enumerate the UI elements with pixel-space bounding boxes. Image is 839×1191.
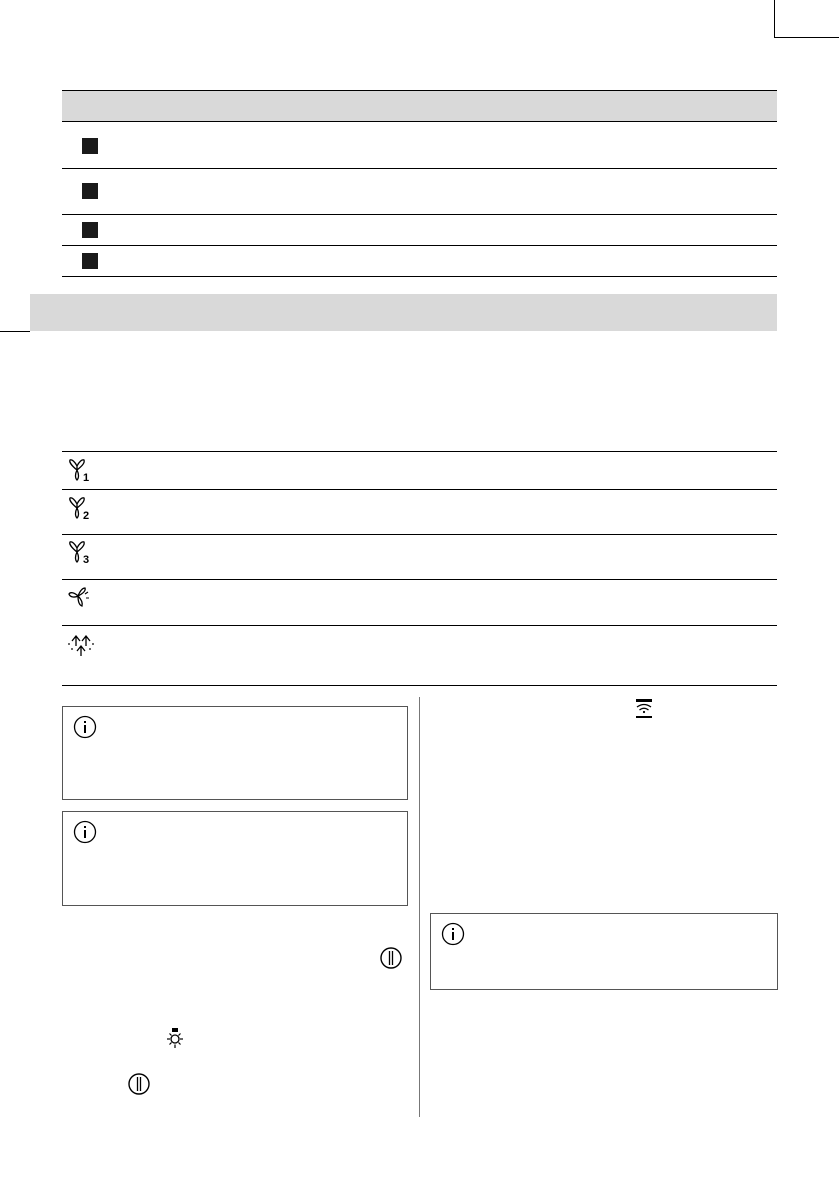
hob-to-hood-icon [632,697,656,721]
boost-icon [66,631,96,657]
black-square-icon [82,222,98,238]
table-row [62,169,777,215]
crop-mark-horizontal [774,37,839,38]
light-icon [162,1026,188,1052]
key-table [62,90,777,277]
svg-text:1: 1 [83,472,90,483]
table-row [62,215,777,246]
info-note [62,706,408,800]
column-divider [419,697,420,1117]
black-square-icon [82,138,98,154]
fan-breeze-icon [66,584,92,610]
fan-speed-3-icon [66,539,92,565]
svg-text:3: 3 [83,554,90,565]
table-row [62,246,777,277]
svg-text:2: 2 [83,510,90,521]
power-icon [379,946,403,970]
table-row [62,452,777,490]
crop-mark-left [0,331,30,332]
table-row [62,490,777,535]
section-heading-bar [30,294,777,331]
power-icon [127,1072,151,1096]
key-table-header [62,90,777,122]
table-row [62,580,777,626]
info-note [430,913,778,990]
table-row [62,122,777,169]
info-note [62,811,408,906]
black-square-icon [82,253,98,269]
black-square-icon [82,183,98,199]
table-row [62,626,777,686]
crop-mark-vertical [774,0,775,38]
fan-speed-1-icon [66,457,92,483]
info-icon [73,715,97,739]
table-row [62,535,777,580]
info-icon [73,820,97,844]
info-icon [441,922,465,946]
fan-speed-2-icon [66,495,92,521]
symbol-table [62,451,777,686]
